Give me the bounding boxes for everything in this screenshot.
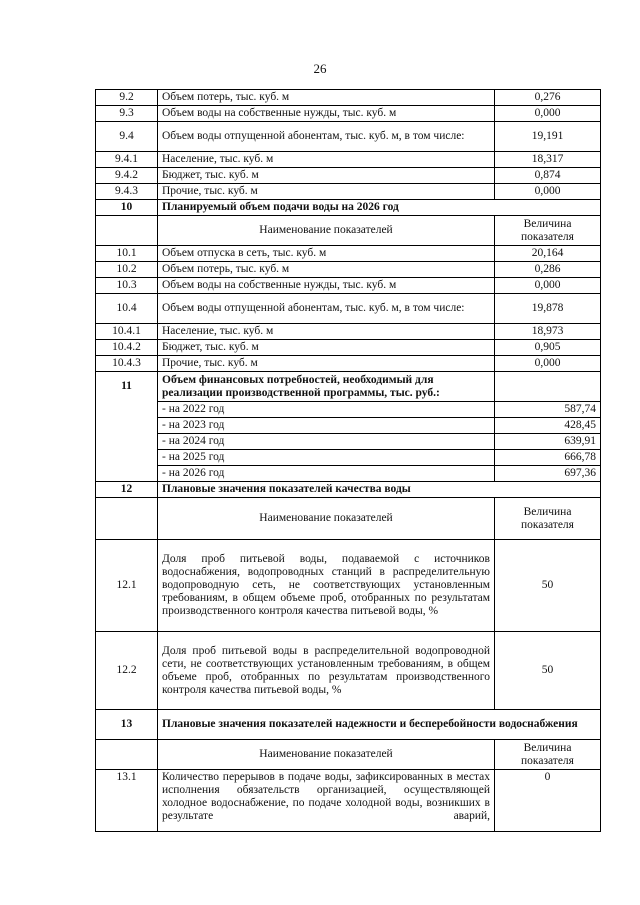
row-label: Прочие, тыс. куб. м <box>158 356 495 372</box>
table-row <box>96 402 601 418</box>
row-value: 666,78 <box>495 450 601 466</box>
table-row <box>96 466 601 482</box>
row-label: - на 2022 год <box>158 402 495 418</box>
table-row <box>96 340 601 356</box>
table-row <box>96 770 601 832</box>
table-row <box>96 90 601 106</box>
header-name: Наименование показателей <box>158 498 495 540</box>
row-label: Количество перерывов в подаче воды, зафиксированных в местах исполнения обязательств организацией, осуществляющей холодное водоснабжение, по подаче холодной воды, возникших в результате аварий, <box>158 770 495 832</box>
row-value: 0,874 <box>495 168 601 184</box>
section-title: Плановые значения показателей надежности и бесперебойности водоснабжения <box>158 710 601 740</box>
row-value: 50 <box>495 540 601 632</box>
row-label: Объем потерь, тыс. куб. м <box>158 262 495 278</box>
row-label: Объем воды на собственные нужды, тыс. куб. м <box>158 278 495 294</box>
table-row <box>96 262 601 278</box>
table-row <box>96 246 601 262</box>
row-value: 0,286 <box>495 262 601 278</box>
header-name: Наименование показателей <box>158 740 495 770</box>
row-number: 10.4.3 <box>96 356 158 372</box>
table-row <box>96 540 601 632</box>
row-number: 9.2 <box>96 90 158 106</box>
row-number: 9.4 <box>96 122 158 152</box>
row-number: 12.2 <box>96 632 158 710</box>
row-value: 0,905 <box>495 340 601 356</box>
section-row <box>96 482 601 498</box>
table-row <box>96 324 601 340</box>
row-label: Прочие, тыс. куб. м <box>158 184 495 200</box>
section-title: Объем финансовых потребностей, необходимый для реализации производственной программы, тыс. руб.: <box>158 372 495 402</box>
row-label: Доля проб питьевой воды, подаваемой с источников водоснабжения, водопроводных станций в распределительную водопроводную сеть, не соответствующих установленным требованиям, в общем объеме проб, отобранных по результатам производственного контроля качества питьевой воды, % <box>158 540 495 632</box>
row-label: Бюджет, тыс. куб. м <box>158 168 495 184</box>
table-row <box>96 152 601 168</box>
page-number: 26 <box>313 61 327 76</box>
table-row <box>96 418 601 434</box>
row-label: Объем воды на собственные нужды, тыс. куб. м <box>158 106 495 122</box>
row-value: 0,000 <box>495 278 601 294</box>
section-title: Планируемый объем подачи воды на 2026 год <box>158 200 601 216</box>
section-number: 13 <box>96 710 158 740</box>
section-row <box>96 710 601 740</box>
section-number: 11 <box>96 372 158 482</box>
row-value: 19,191 <box>495 122 601 152</box>
row-label: Население, тыс. куб. м <box>158 324 495 340</box>
section-number: 12 <box>96 482 158 498</box>
header-row <box>96 740 601 770</box>
row-number: 10.4 <box>96 294 158 324</box>
section-row <box>96 200 601 216</box>
row-label: - на 2026 год <box>158 466 495 482</box>
row-number: 10.3 <box>96 278 158 294</box>
header-row <box>96 216 601 246</box>
row-number: 10.2 <box>96 262 158 278</box>
row-value: 587,74 <box>495 402 601 418</box>
row-label: - на 2025 год <box>158 450 495 466</box>
row-number: 13.1 <box>96 770 158 832</box>
table-row <box>96 168 601 184</box>
section-title: Плановые значения показателей качества воды <box>158 482 601 498</box>
table-row <box>96 434 601 450</box>
table-row <box>96 184 601 200</box>
row-number: 12.1 <box>96 540 158 632</box>
row-value: 0 <box>495 770 601 832</box>
table-row <box>96 122 601 152</box>
row-label: Доля проб питьевой воды в распределительной водопроводной сети, не соответствующих установленным требованиям, в общем объеме проб, отобранных по результатам производственного контроля качества питьевой воды, % <box>158 632 495 710</box>
row-label: Объем отпуска в сеть, тыс. куб. м <box>158 246 495 262</box>
row-value: 639,91 <box>495 434 601 450</box>
row-label: Население, тыс. куб. м <box>158 152 495 168</box>
header-name: Наименование показателей <box>158 216 495 246</box>
row-value: 18,973 <box>495 324 601 340</box>
row-number: 9.4.2 <box>96 168 158 184</box>
row-number: 10.4.2 <box>96 340 158 356</box>
row-value: 18,317 <box>495 152 601 168</box>
row-number: 10.4.1 <box>96 324 158 340</box>
row-value: 50 <box>495 632 601 710</box>
row-value: 0,000 <box>495 106 601 122</box>
table-row <box>96 294 601 324</box>
section-row <box>96 372 601 402</box>
row-number: 9.3 <box>96 106 158 122</box>
header-value: Величина показателя <box>495 216 601 246</box>
row-value: 0,000 <box>495 356 601 372</box>
row-number: 9.4.1 <box>96 152 158 168</box>
row-label: Объем воды отпущенной абонентам, тыс. куб. м, в том числе: <box>158 122 495 152</box>
table-row <box>96 356 601 372</box>
table-row <box>96 106 601 122</box>
header-value: Величина показателя <box>495 740 601 770</box>
row-value: 19,878 <box>495 294 601 324</box>
row-value: 428,45 <box>495 418 601 434</box>
row-number: 10.1 <box>96 246 158 262</box>
row-value: 20,164 <box>495 246 601 262</box>
row-value: 0,276 <box>495 90 601 106</box>
header-row <box>96 498 601 540</box>
row-value: 0,000 <box>495 184 601 200</box>
row-label: - на 2023 год <box>158 418 495 434</box>
row-label: Объем потерь, тыс. куб. м <box>158 90 495 106</box>
section-number: 10 <box>96 200 158 216</box>
row-number: 9.4.3 <box>96 184 158 200</box>
row-label: - на 2024 год <box>158 434 495 450</box>
header-value: Величина показателя <box>495 498 601 540</box>
row-value: 697,36 <box>495 466 601 482</box>
indicators-table <box>95 89 601 832</box>
table-row <box>96 632 601 710</box>
table-row <box>96 278 601 294</box>
table-row <box>96 450 601 466</box>
row-label: Бюджет, тыс. куб. м <box>158 340 495 356</box>
row-label: Объем воды отпущенной абонентам, тыс. куб. м, в том числе: <box>158 294 495 324</box>
